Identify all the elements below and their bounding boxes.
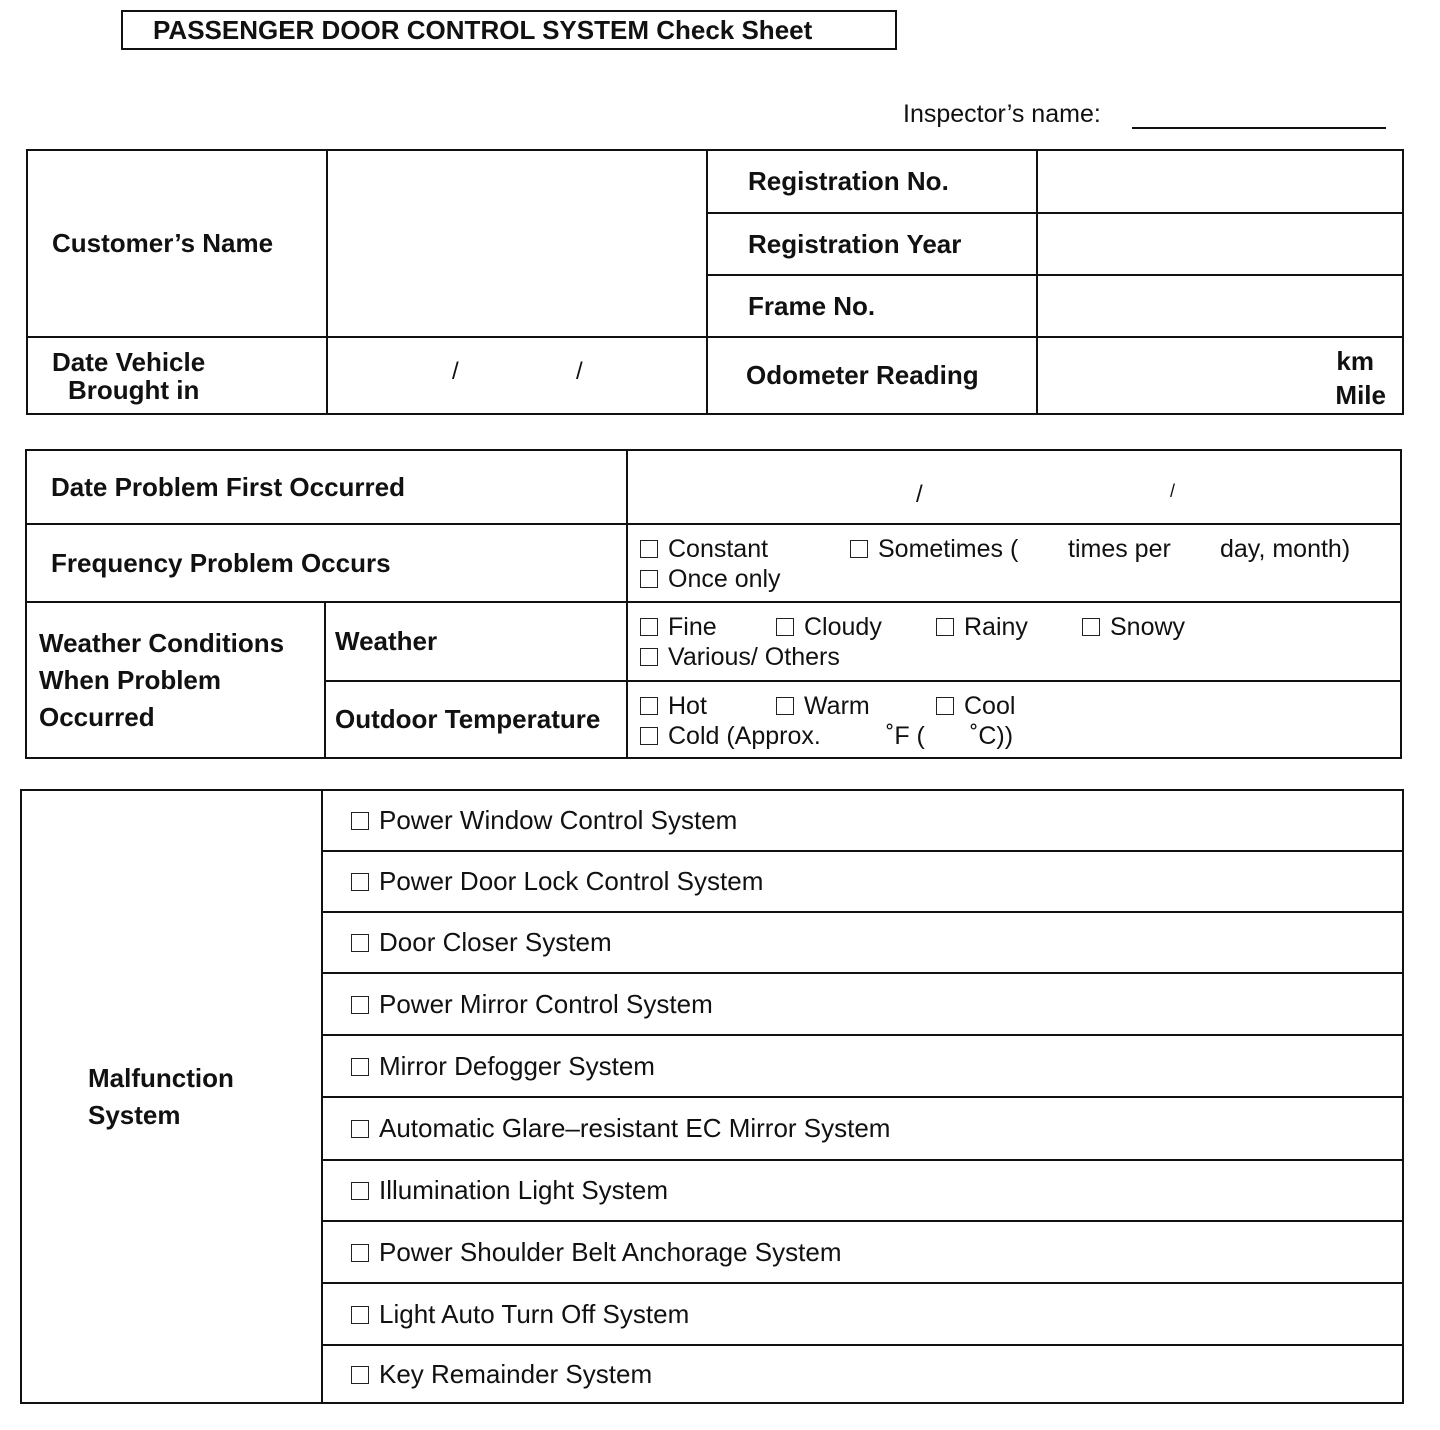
system-option[interactable] — [322, 1035, 1403, 1097]
checkbox[interactable] — [640, 727, 658, 745]
customer-name-label: Customer’s Name — [27, 150, 327, 337]
checkbox[interactable] — [351, 1244, 369, 1262]
temp-warm-option[interactable] — [776, 692, 870, 721]
system-option[interactable] — [322, 1097, 1403, 1160]
checkbox[interactable] — [640, 570, 658, 588]
registration-year-field[interactable] — [1037, 213, 1403, 275]
temp-hot-label: Hot — [668, 692, 707, 720]
date-separator: / — [452, 358, 459, 385]
temperature-options — [627, 681, 1401, 758]
weather-fine-option[interactable] — [640, 613, 717, 642]
checkbox[interactable] — [776, 618, 794, 636]
system-label: Door Closer System — [379, 927, 612, 957]
weather-rainy-option[interactable] — [936, 613, 1028, 642]
vehicle-info-table — [26, 149, 1404, 415]
checkbox[interactable] — [640, 648, 658, 666]
weather-various-option[interactable] — [640, 643, 840, 672]
malfunction-table — [20, 789, 1404, 1404]
frame-no-label: Frame No. — [707, 275, 1037, 337]
system-label: Power Mirror Control System — [379, 988, 713, 1019]
date-brought-label-line1: Date Vehicle — [52, 346, 206, 377]
system-option[interactable] — [322, 1283, 1403, 1345]
weather-cloudy-label: Cloudy — [804, 613, 882, 641]
checkbox[interactable] — [351, 812, 369, 830]
weather-snowy-label: Snowy — [1110, 613, 1186, 641]
weather-snowy-option[interactable] — [1082, 613, 1185, 642]
checkbox[interactable] — [351, 1306, 369, 1324]
date-separator: / — [576, 358, 583, 385]
system-label: Key Remainder System — [379, 1358, 653, 1389]
weather-various-label: Various/ Others — [668, 643, 840, 671]
temp-fahrenheit-label: ˚F ( — [886, 722, 925, 750]
temp-hot-option[interactable] — [640, 692, 707, 721]
unit-mile: Mile — [1335, 380, 1386, 410]
checkbox[interactable] — [351, 1120, 369, 1138]
system-option[interactable] — [322, 851, 1403, 912]
customer-name-field[interactable] — [327, 150, 707, 337]
system-label: Power Shoulder Belt Anchorage System — [379, 1236, 842, 1267]
weather-label: Weather — [325, 602, 627, 681]
checkbox[interactable] — [640, 618, 658, 636]
checkbox[interactable] — [351, 873, 369, 891]
frame-no-field[interactable] — [1037, 275, 1403, 337]
checkbox[interactable] — [640, 697, 658, 715]
system-option[interactable] — [322, 912, 1403, 973]
date-brought-label — [27, 337, 327, 414]
registration-year-label: Registration Year — [707, 213, 1037, 275]
date-separator: / — [916, 481, 923, 508]
freq-constant-option[interactable] — [640, 535, 768, 564]
temp-celsius-label: ˚C)) — [970, 722, 1014, 750]
temp-warm-label: Warm — [804, 692, 870, 720]
conditions-table — [25, 449, 1402, 759]
weather-group-line1: Weather Conditions — [39, 627, 285, 658]
freq-day-month-label: day, month) — [1220, 535, 1351, 563]
temp-cold-option[interactable] — [640, 722, 821, 751]
outdoor-temp-label: Outdoor Temperature — [325, 681, 627, 758]
freq-times-per-label: times per — [1068, 535, 1171, 563]
registration-no-label: Registration No. — [707, 150, 1037, 213]
date-first-occurred-field[interactable] — [627, 450, 1401, 524]
registration-no-field[interactable] — [1037, 150, 1403, 213]
system-option[interactable] — [322, 973, 1403, 1035]
checkbox[interactable] — [850, 540, 868, 558]
system-label: Power Door Lock Control System — [379, 866, 764, 896]
system-label: Automatic Glare–resistant EC Mirror System — [379, 1113, 891, 1143]
weather-options — [627, 602, 1401, 681]
system-label: Illumination Light System — [379, 1175, 669, 1205]
system-option[interactable] — [322, 1345, 1403, 1403]
date-brought-field[interactable] — [327, 337, 707, 414]
malfunction-label-line2: System — [88, 1099, 181, 1130]
system-option[interactable] — [322, 790, 1403, 851]
frequency-label: Frequency Problem Occurs — [26, 524, 627, 602]
weather-fine-label: Fine — [668, 613, 717, 641]
freq-once-label: Once only — [668, 565, 781, 593]
odometer-label: Odometer Reading — [707, 337, 1037, 414]
checkbox[interactable] — [351, 934, 369, 952]
weather-group-line2: When Problem — [39, 664, 222, 695]
temp-cool-option[interactable] — [936, 692, 1015, 721]
inspector-label: Inspector’s name: — [903, 100, 1101, 128]
checkbox[interactable] — [351, 1182, 369, 1200]
freq-sometimes-label: Sometimes ( — [878, 535, 1019, 563]
frequency-options — [627, 524, 1401, 602]
date-first-occurred-label: Date Problem First Occurred — [26, 450, 627, 524]
system-option[interactable] — [322, 1221, 1403, 1283]
checkbox[interactable] — [351, 1058, 369, 1076]
system-option[interactable] — [322, 1160, 1403, 1221]
weather-conditions-label — [26, 602, 325, 758]
date-separator: / — [1170, 481, 1176, 501]
temp-cold-label: Cold (Approx. — [668, 722, 821, 750]
checkbox[interactable] — [776, 697, 794, 715]
weather-group-line3: Occurred — [39, 701, 155, 732]
checkbox[interactable] — [936, 618, 954, 636]
checkbox[interactable] — [936, 697, 954, 715]
freq-once-option[interactable] — [640, 565, 781, 594]
unit-km: km — [1336, 346, 1374, 376]
freq-sometimes-option[interactable] — [850, 535, 1018, 564]
date-brought-label-line2: Brought in — [68, 374, 200, 405]
odometer-field[interactable] — [1037, 337, 1403, 414]
inspector-name-field[interactable] — [1132, 127, 1386, 129]
checkbox[interactable] — [351, 1366, 369, 1384]
system-label: Power Window Control System — [379, 805, 738, 835]
malfunction-label-line1: Malfunction — [88, 1062, 234, 1093]
checkbox[interactable] — [1082, 618, 1100, 636]
system-label: Light Auto Turn Off System — [379, 1298, 690, 1329]
system-label: Mirror Defogger System — [379, 1050, 655, 1081]
malfunction-system-label — [21, 790, 322, 1403]
freq-constant-label: Constant — [668, 535, 769, 563]
temp-cool-label: Cool — [964, 692, 1016, 720]
weather-cloudy-option[interactable] — [776, 613, 882, 642]
page-title: PASSENGER DOOR CONTROL SYSTEM Check Sheet — [121, 10, 897, 50]
checkbox[interactable] — [351, 996, 369, 1014]
weather-rainy-label: Rainy — [964, 613, 1028, 641]
checkbox[interactable] — [640, 540, 658, 558]
